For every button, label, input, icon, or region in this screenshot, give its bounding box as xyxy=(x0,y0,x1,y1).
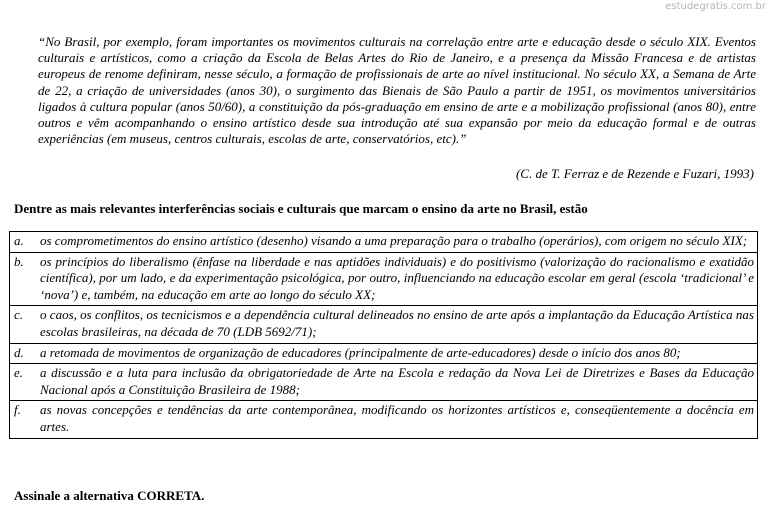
option-text: a retomada de movimentos de organização de educadores (principalmente de arte-educadores) desde o início dos anos 80; xyxy=(40,343,758,364)
quote-text: “No Brasil, por exemplo, foram importantes os movimentos culturais na correlação entre arte e educação desde o século XIX. Eventos culturais e artísticos, como a criação da Escola de Belas Artes do Rio de Janeiro, e a presença da Missão Francesa e de artistas europeus de renome definiram, nesse século, a formação de profissionais de arte ao nível institucional. No século XX, a Semana de Arte de 22, a criação de universidades (anos 30), o surgimento das Bienais de São Paulo a partir de 1951, os movimentos universitários ligados à cultura popular (anos 50/60), a constituição da pós-graduação em ensino de arte e a mobilização profissional (anos 80), entre outros e vêm acompanhando o ensino artístico desde sua introdução até sua expansão por meio da educação formal e de outras experiências (em museus, centros culturais, escolas de arte, conservatórios, etc).” xyxy=(38,34,756,147)
quote-citation: (C. de T. Ferraz e de Rezende e Fuzari, 1993) xyxy=(515,166,754,181)
option-c[interactable] xyxy=(10,306,758,343)
watermark: estudegratis.com.br xyxy=(665,1,766,12)
option-text: os princípios do liberalismo (ênfase na liberdade e nas aptidões individuais) e do positivismo (valorização do racionalismo e exatidão científica), por um lado, e da experimentação psicológica, por outro, influenciando na educação escolar em geral (escola ‘tradicional’ e ‘nova’) e, também, na educação em arte ao longo do século XX; xyxy=(40,252,758,306)
option-d[interactable] xyxy=(10,343,758,364)
option-text: o caos, os conflitos, os tecnicismos e a dependência cultural delineados no ensino de arte após a implantação da Educação Artística nas escolas brasileiras, na década de 70 (LDB 5692/71); xyxy=(40,306,758,343)
option-e[interactable] xyxy=(10,364,758,401)
option-letter: f. xyxy=(10,401,41,438)
option-letter: d. xyxy=(10,343,41,364)
option-letter: c. xyxy=(10,306,41,343)
instruction: Assinale a alternativa CORRETA. xyxy=(14,488,205,503)
option-text: os comprometimentos do ensino artístico (desenho) visando a uma preparação para o trabalho (operários), com origem no século XIX; xyxy=(40,232,758,253)
option-letter: b. xyxy=(10,252,41,306)
option-f[interactable] xyxy=(10,401,758,438)
option-text: as novas concepções e tendências da arte contemporânea, modificando os horizontes artísticos e, conseqüentemente a docência em artes. xyxy=(40,401,758,438)
option-letter: e. xyxy=(10,364,41,401)
question-stem: Dentre as mais relevantes interferências sociais e culturais que marcam o ensino da arte no Brasil, estão xyxy=(14,201,588,216)
option-letter: a. xyxy=(10,232,41,253)
option-text: a discussão e a luta para inclusão da obrigatoriedade de Arte na Escola e redação da Nova Lei de Diretrizes e Bases da Educação Nacional após a Constituição Brasileira de 1988; xyxy=(40,364,758,401)
option-b[interactable] xyxy=(10,252,758,306)
options-table xyxy=(9,231,758,439)
option-a[interactable] xyxy=(10,232,758,253)
